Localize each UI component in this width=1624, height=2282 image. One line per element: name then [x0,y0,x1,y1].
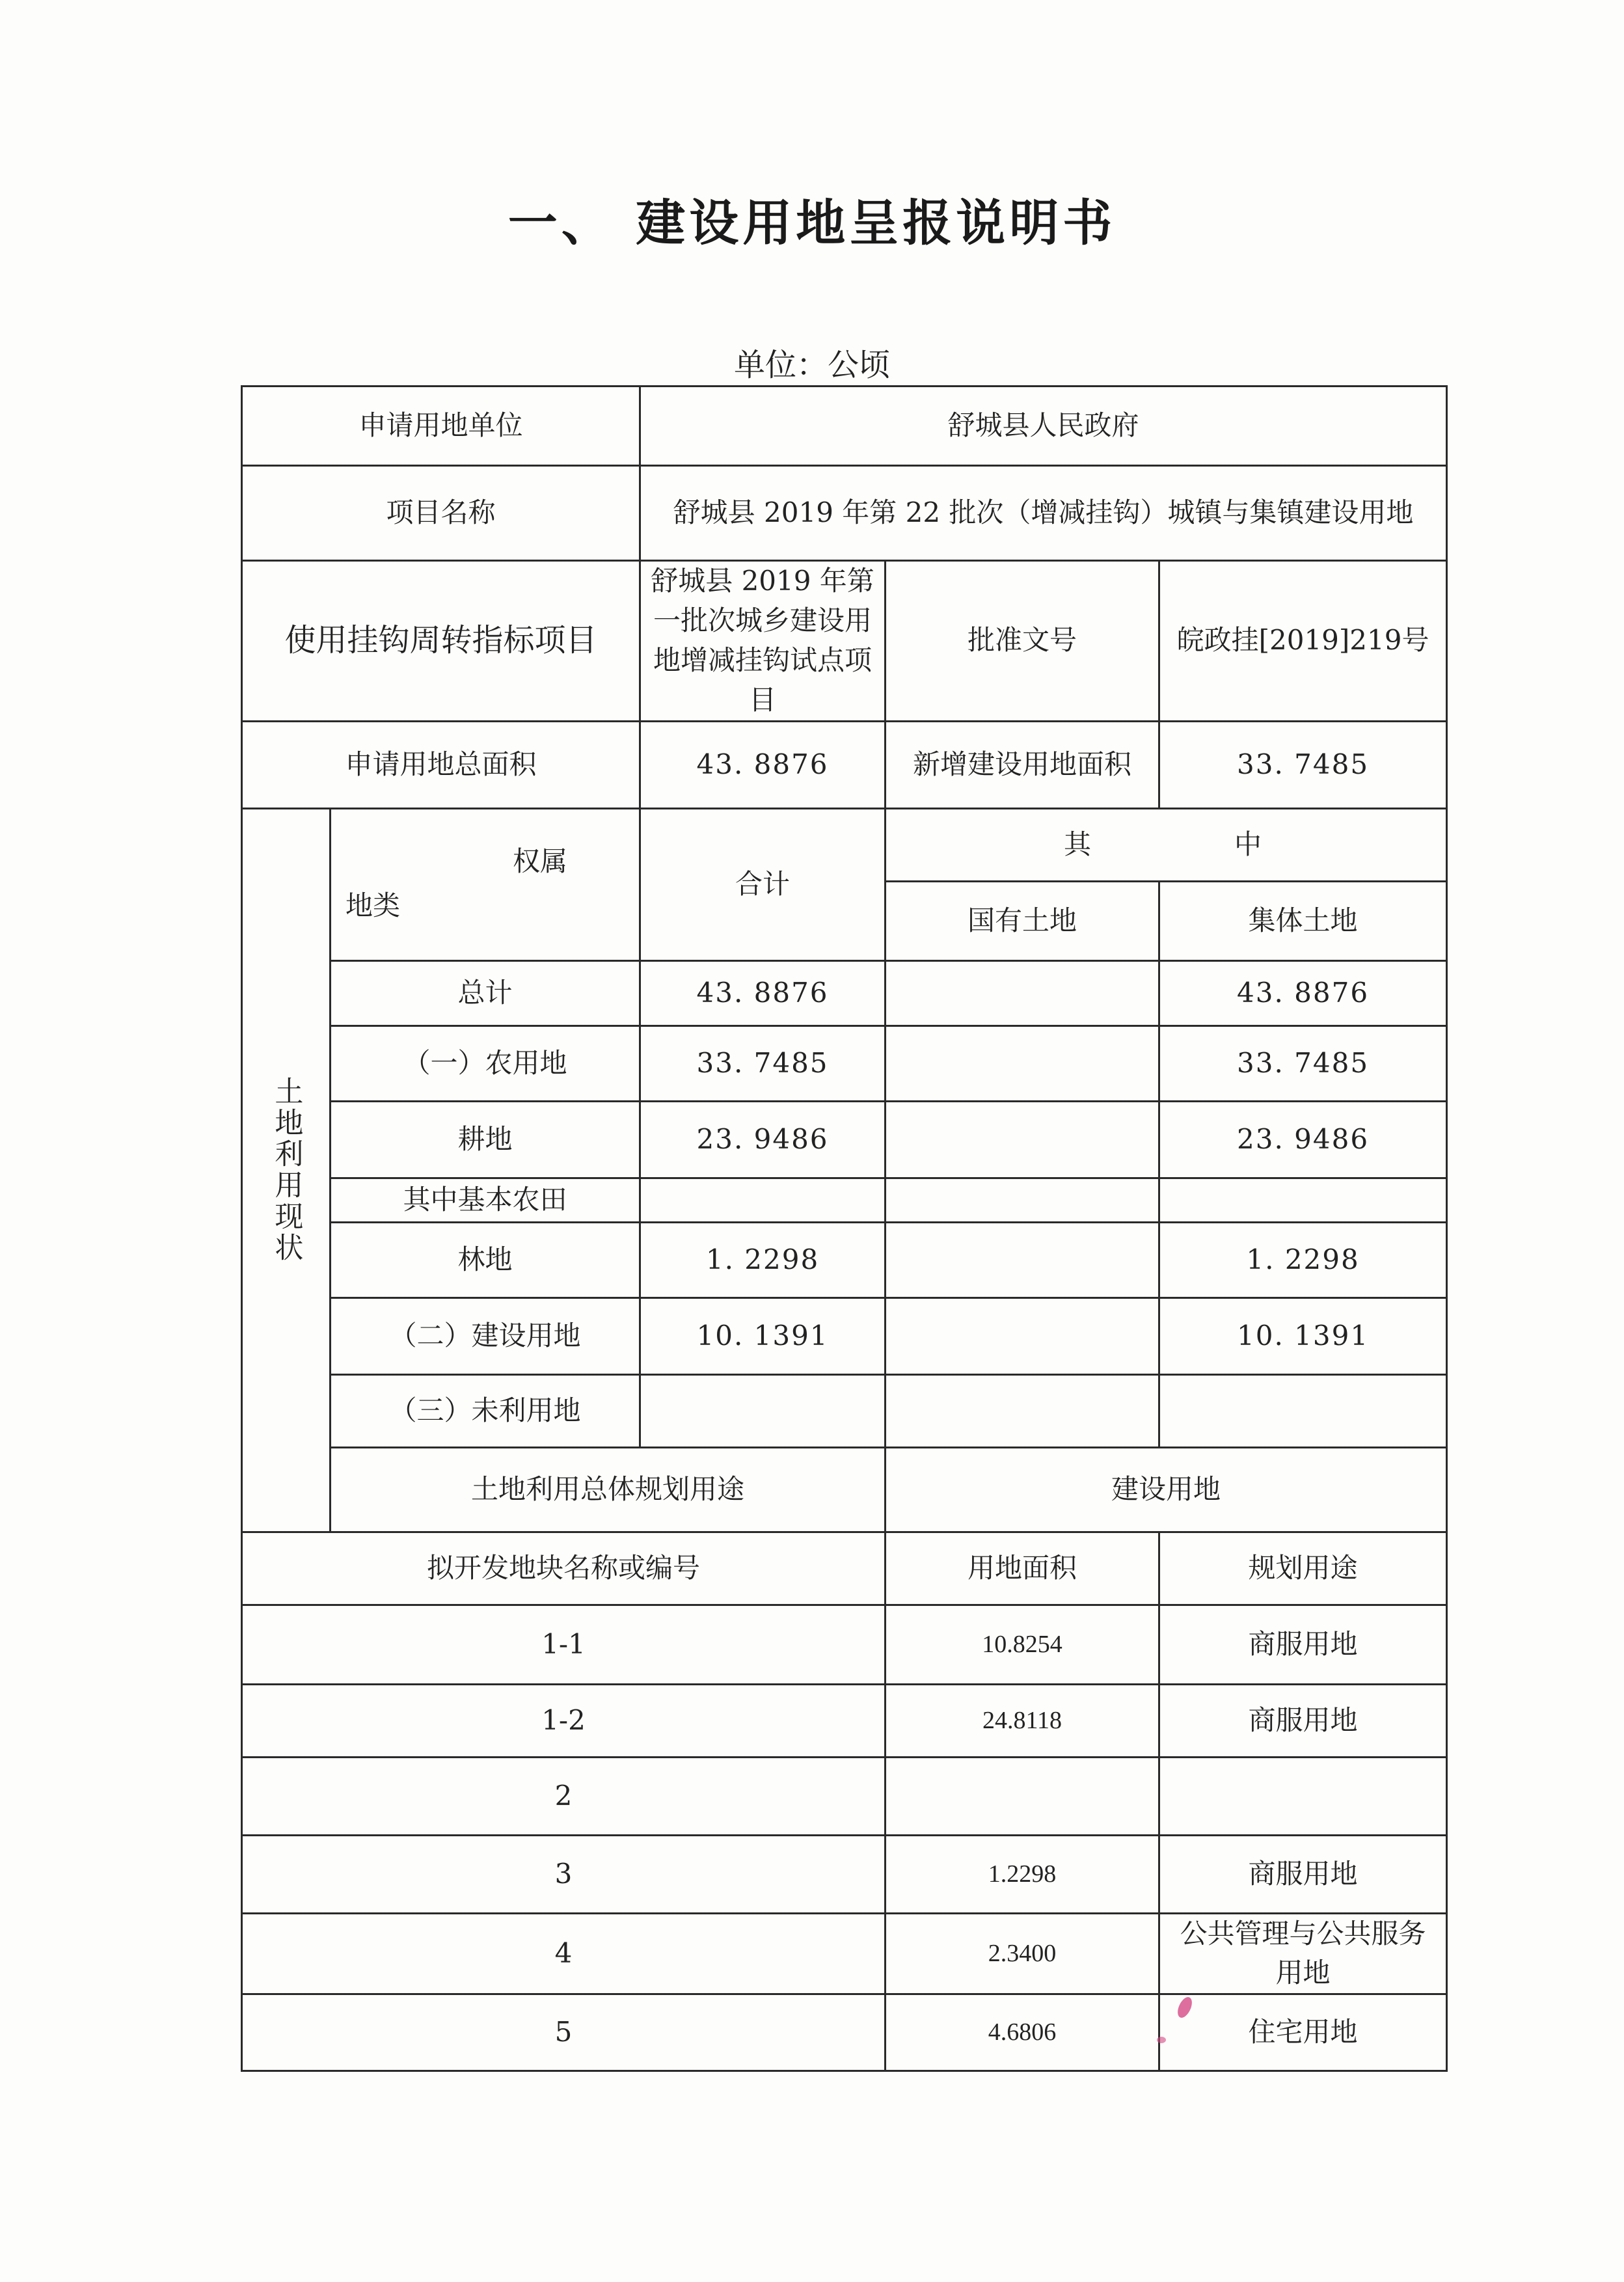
approval-label: 批准文号 [886,561,1159,722]
status-row-state [886,1178,1159,1222]
plot-use: 住宅用地 [1159,1994,1447,2071]
status-side-label [242,808,331,1532]
status-row-total: 23. 9486 [640,1101,886,1178]
status-row-total [640,1374,886,1447]
total-area-label: 申请用地总面积 [242,721,640,808]
plot-use: 商服用地 [1159,1684,1447,1757]
status-row-name: 其中基本农田 [331,1178,640,1222]
plot-area: 2.3400 [886,1913,1159,1994]
ownership-landtype-header [331,808,640,960]
status-row [242,1297,1447,1374]
linkage-row [242,561,1447,722]
plot-id: 1-2 [242,1684,886,1757]
status-row-name: （一）农用地 [331,1026,640,1101]
plot-area [886,1757,1159,1835]
plots-header-name: 拟开发地块名称或编号 [242,1532,886,1605]
header-state: 国有土地 [886,881,1159,960]
status-row-total [640,1178,886,1222]
status-row-collective: 10. 1391 [1159,1297,1447,1374]
status-side-text: 土地利用现状 [269,1076,303,1264]
ink-dot [1157,2037,1166,2043]
status-row-collective [1159,1178,1447,1222]
plot-area: 1.2298 [886,1835,1159,1913]
status-row-state [886,1101,1159,1178]
plot-row [242,1605,1447,1684]
plot-id: 5 [242,1994,886,2071]
project-label: 项目名称 [242,466,640,561]
plots-header-use: 规划用途 [1159,1532,1447,1605]
status-row [242,960,1447,1026]
status-header-row [242,808,1447,881]
status-row-collective [1159,1374,1447,1447]
status-row [242,1222,1447,1297]
status-row-state [886,960,1159,1026]
status-row-collective: 43. 8876 [1159,960,1447,1026]
land-report-table [241,385,1448,2072]
header-total: 合计 [640,808,886,960]
plot-area: 4.6806 [886,1994,1159,2071]
total-area-value: 43. 8876 [640,721,886,808]
status-row-name: 总计 [331,960,640,1026]
status-row-name: （三）未利用地 [331,1374,640,1447]
status-row [242,1101,1447,1178]
status-row-state [886,1222,1159,1297]
plot-area: 10.8254 [886,1605,1159,1684]
applicant-row [242,387,1447,466]
unit-label: 单位：公顷 [733,347,890,383]
plot-area: 24.8118 [886,1684,1159,1757]
applicant-label: 申请用地单位 [242,387,640,466]
status-row-name: （二）建设用地 [331,1297,640,1374]
status-row [242,1026,1447,1101]
status-row-collective: 33. 7485 [1159,1026,1447,1101]
area-row [242,721,1447,808]
plot-row [242,1757,1447,1835]
linkage-value: 舒城县 2019 年第一批次城乡建设用地增减挂钩试点项目 [640,561,886,722]
project-row [242,466,1447,561]
header-collective: 集体土地 [1159,881,1447,960]
plot-id: 3 [242,1835,886,1913]
status-row-collective: 23. 9486 [1159,1101,1447,1178]
status-row-name: 林地 [331,1222,640,1297]
applicant-value: 舒城县人民政府 [640,387,1447,466]
header-landtype: 地类 [345,889,401,921]
plot-row [242,1835,1447,1913]
planning-value: 建设用地 [886,1447,1447,1532]
page-title: 一、 建设用地呈报说明书 [508,194,1116,252]
plot-use: 商服用地 [1159,1605,1447,1684]
planning-row [242,1447,1447,1532]
header-ownership: 权属 [513,845,568,877]
plots-header-area: 用地面积 [886,1532,1159,1605]
plot-use [1159,1757,1447,1835]
plot-row [242,1913,1447,1994]
linkage-label: 使用挂钩周转指标项目 [242,561,640,722]
plot-id: 1-1 [242,1605,886,1684]
status-row-state [886,1374,1159,1447]
plot-row [242,1994,1447,2071]
plot-id: 4 [242,1913,886,1994]
project-value: 舒城县 2019 年第 22 批次（增减挂钩）城镇与集镇建设用地 [640,466,1447,561]
plot-row [242,1684,1447,1757]
planning-label: 土地利用总体规划用途 [331,1447,886,1532]
status-row-total: 1. 2298 [640,1222,886,1297]
plot-use: 商服用地 [1159,1835,1447,1913]
status-row-collective: 1. 2298 [1159,1222,1447,1297]
status-row-state [886,1026,1159,1101]
plot-use: 公共管理与公共服务用地 [1159,1913,1447,1994]
header-among: 其中 [886,808,1447,881]
status-row [242,1178,1447,1222]
status-row-name: 耕地 [331,1101,640,1178]
new-area-label: 新增建设用地面积 [886,721,1159,808]
status-row-total: 33. 7485 [640,1026,886,1101]
plots-header-row [242,1532,1447,1605]
status-row-total: 10. 1391 [640,1297,886,1374]
plot-id: 2 [242,1757,886,1835]
approval-value: 皖政挂[2019]219号 [1159,561,1447,722]
new-area-value: 33. 7485 [1159,721,1447,808]
status-row [242,1374,1447,1447]
status-row-state [886,1297,1159,1374]
status-row-total: 43. 8876 [640,960,886,1026]
